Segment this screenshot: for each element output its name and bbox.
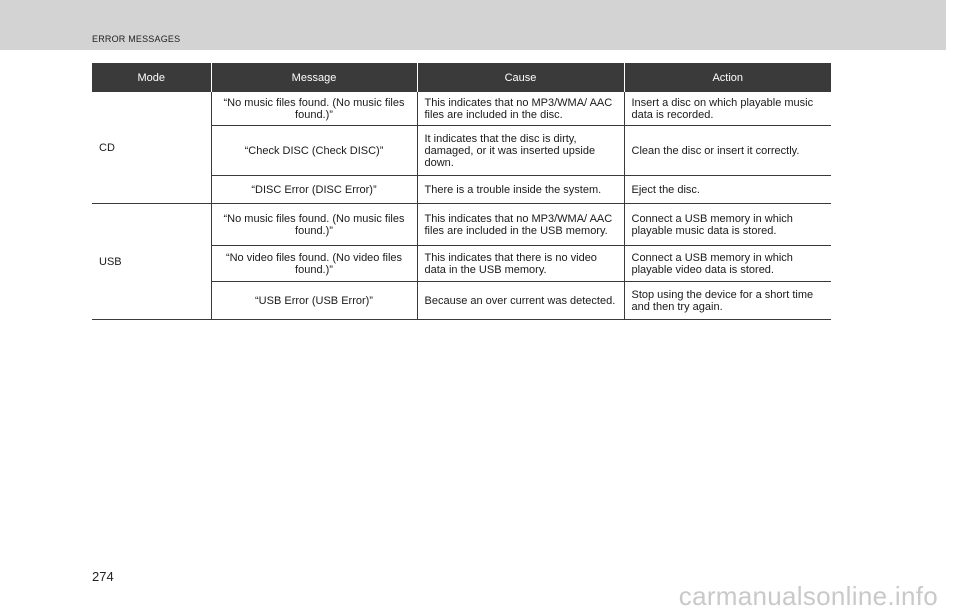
column-header-mode: Mode <box>92 63 211 92</box>
cause-cell: There is a trouble inside the system. <box>417 176 624 204</box>
action-cell: Clean the disc or insert it correctly. <box>624 126 831 176</box>
action-cell: Connect a USB memory in which playable music data is stored. <box>624 204 831 246</box>
cause-cell: This indicates that no MP3/WMA/ AAC files are included in the USB memory. <box>417 204 624 246</box>
cause-cell: This indicates that there is no video data in the USB memory. <box>417 246 624 282</box>
section-title: ERROR MESSAGES <box>92 34 181 44</box>
table-row <box>92 92 831 126</box>
column-header-cause: Cause <box>417 63 624 92</box>
page-number: 274 <box>92 569 114 584</box>
cause-cell: This indicates that no MP3/WMA/ AAC files are included in the disc. <box>417 92 624 126</box>
mode-cell-usb: USB <box>92 204 211 320</box>
message-cell: “Check DISC (Check DISC)” <box>211 126 417 176</box>
action-cell: Eject the disc. <box>624 176 831 204</box>
table-header-row <box>92 63 831 92</box>
mode-cell-cd: CD <box>92 92 211 204</box>
message-cell: “No music files found. (No music files found.)” <box>211 92 417 126</box>
cause-cell: Because an over current was detected. <box>417 282 624 320</box>
error-messages-table <box>92 63 831 320</box>
message-cell: “DISC Error (DISC Error)” <box>211 176 417 204</box>
column-header-action: Action <box>624 63 831 92</box>
cause-cell: It indicates that the disc is dirty, damaged, or it was inserted upside down. <box>417 126 624 176</box>
action-cell: Stop using the device for a short time and then try again. <box>624 282 831 320</box>
message-cell: “USB Error (USB Error)” <box>211 282 417 320</box>
action-cell: Insert a disc on which playable music data is recorded. <box>624 92 831 126</box>
action-cell: Connect a USB memory in which playable video data is stored. <box>624 246 831 282</box>
message-cell: “No video files found. (No video files found.)” <box>211 246 417 282</box>
column-header-message: Message <box>211 63 417 92</box>
watermark: carmanualsonline.info <box>678 581 938 611</box>
table-row <box>92 204 831 246</box>
message-cell: “No music files found. (No music files found.)” <box>211 204 417 246</box>
